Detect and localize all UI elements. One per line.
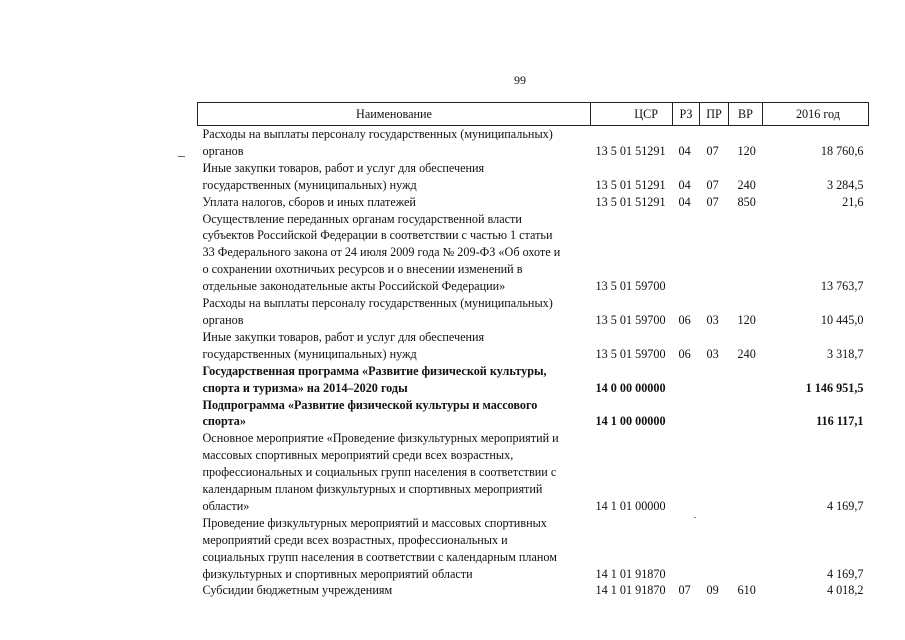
row-csr: 13 5 01 59700	[595, 279, 666, 294]
row-name-line: Основное мероприятие «Проведение физкультурных мероприятий и	[202, 431, 559, 446]
row-name	[198, 160, 591, 194]
row-rz	[673, 397, 700, 431]
row-pr: 07	[706, 194, 719, 209]
row-name	[198, 363, 591, 397]
page-number: 99	[514, 73, 526, 87]
row-vr: 610	[737, 583, 756, 598]
row-amount: 4 169,7	[826, 498, 864, 513]
row-rz	[673, 515, 700, 583]
table-row	[198, 126, 869, 160]
row-amount: 3 318,7	[826, 346, 864, 361]
table-header-row	[198, 103, 869, 126]
table-row	[198, 295, 869, 329]
row-rz: 04	[678, 194, 691, 209]
row-name-line: органов	[202, 312, 244, 327]
header-year: 2016 год	[763, 103, 869, 126]
row-name-line: отдельные законодательные акты Российской Федерации»	[202, 279, 506, 294]
row-pr	[700, 430, 729, 515]
row-name-line: области»	[202, 498, 250, 513]
row-vr	[729, 430, 763, 515]
row-vr	[729, 363, 763, 397]
table-row	[198, 160, 869, 194]
row-pr: 03	[706, 312, 719, 327]
header-vr: ВР	[729, 103, 763, 126]
row-name	[198, 329, 591, 363]
row-name-line: субъектов Российской Федерации в соответствии с частью 1 статьи	[202, 228, 553, 243]
row-name-line: мероприятий среди всех возрастных, профессиональных и	[202, 532, 508, 547]
row-rz: 04	[678, 143, 691, 158]
row-pr	[700, 397, 729, 431]
row-name-line: Государственная программа «Развитие физической культуры,	[202, 363, 547, 378]
row-name-line: органов	[202, 143, 244, 158]
row-name-line: массовых спортивных мероприятий среди всех возрастных,	[202, 448, 514, 463]
row-rz	[673, 430, 700, 515]
header-rz: РЗ	[673, 103, 700, 126]
row-vr: 120	[737, 312, 756, 327]
row-amount: 18 760,6	[820, 143, 864, 158]
row-name-line: Расходы на выплаты персоналу государственных (муниципальных)	[202, 127, 553, 141]
row-csr: 14 1 01 91870	[595, 566, 666, 581]
table-row	[198, 515, 869, 583]
row-csr: 13 5 01 59700	[595, 312, 666, 327]
table-row	[198, 329, 869, 363]
row-name-line: Субсидии бюджетным учреждениям	[202, 583, 393, 598]
header-name: Наименование	[198, 103, 591, 126]
row-name-line: государственных (муниципальных) нужд	[202, 346, 417, 361]
row-vr: 850	[737, 194, 756, 209]
row-name-line: Проведение физкультурных мероприятий и массовых спортивных	[202, 515, 547, 530]
row-rz: 04	[678, 177, 691, 192]
row-name-line: календарным планом физкультурных и спортивных мероприятий	[202, 482, 543, 497]
row-name-line: спорта»	[202, 414, 246, 429]
row-name-line: Расходы на выплаты персоналу государственных (муниципальных)	[202, 296, 553, 311]
table-row	[198, 430, 869, 515]
row-name-line: профессиональных и социальных групп населения в соответствии с	[202, 465, 557, 480]
row-csr: 14 0 00 00000	[595, 380, 666, 395]
row-name-line: Иные закупки товаров, работ и услуг для обеспечения	[202, 160, 485, 175]
row-name-line: Подпрограмма «Развитие физической культуры и массового	[202, 397, 538, 412]
table-row	[198, 397, 869, 431]
row-name-line: 33 Федерального закона от 24 июля 2009 года № 209-ФЗ «Об охоте и	[202, 245, 561, 260]
row-amount: 21,6	[842, 194, 864, 209]
row-name	[198, 211, 591, 296]
table-row	[198, 194, 869, 211]
row-name	[198, 295, 591, 329]
row-pr: 07	[706, 177, 719, 192]
row-vr: 120	[737, 143, 756, 158]
row-vr: 240	[737, 346, 756, 361]
row-name-line: государственных (муниципальных) нужд	[202, 177, 417, 192]
row-name-line: Уплата налогов, сборов и иных платежей	[202, 194, 416, 209]
row-csr: 14 1 01 00000	[595, 498, 666, 513]
row-pr: 07	[706, 143, 719, 158]
row-name	[198, 582, 591, 599]
table-row	[198, 211, 869, 296]
row-csr: 14 1 00 00000	[595, 414, 666, 429]
row-name-line: спорта и туризма» на 2014–2020 годы	[202, 380, 408, 395]
row-rz: 07	[678, 583, 691, 598]
row-vr: 240	[737, 177, 756, 192]
header-pr: ПР	[700, 103, 729, 126]
row-amount: 1 146 951,5	[805, 380, 864, 395]
margin-mark	[178, 156, 185, 157]
row-amount: 3 284,5	[826, 177, 864, 192]
row-csr: 13 5 01 51291	[595, 143, 666, 158]
row-amount: 13 763,7	[820, 279, 864, 294]
row-rz	[673, 211, 700, 296]
row-name	[198, 194, 591, 211]
row-name	[198, 515, 591, 583]
row-name	[198, 126, 591, 160]
row-amount: 4 018,2	[826, 583, 864, 598]
row-pr	[700, 515, 729, 583]
row-amount: 10 445,0	[820, 312, 864, 327]
row-vr	[729, 515, 763, 583]
row-name	[198, 430, 591, 515]
row-name-line: Иные закупки товаров, работ и услуг для обеспечения	[202, 329, 485, 344]
row-name-line: о сохранении охотничьих ресурсов и о внесении изменений в	[202, 262, 523, 277]
row-pr	[700, 211, 729, 296]
row-rz	[673, 363, 700, 397]
row-csr: 14 1 01 91870	[595, 583, 666, 598]
budget-table	[197, 102, 869, 599]
row-amount: 116 117,1	[816, 414, 864, 429]
row-csr: 13 5 01 51291	[595, 177, 666, 192]
row-name-line: физкультурных и спортивных мероприятий области	[202, 566, 473, 581]
table-body	[198, 126, 869, 600]
row-vr	[729, 397, 763, 431]
row-amount: 4 169,7	[826, 566, 864, 581]
row-pr: 09	[706, 583, 719, 598]
row-csr: 13 5 01 51291	[595, 194, 666, 209]
row-vr	[729, 211, 763, 296]
row-name	[198, 397, 591, 431]
row-name-line: социальных групп населения в соответствии с календарным планом	[202, 549, 557, 564]
header-csr: ЦСР	[591, 103, 673, 126]
table-row	[198, 582, 869, 599]
table-row	[198, 363, 869, 397]
row-csr: 13 5 01 59700	[595, 346, 666, 361]
row-rz: 06	[678, 312, 691, 327]
row-rz: 06	[678, 346, 691, 361]
row-pr: 03	[706, 346, 719, 361]
row-pr	[700, 363, 729, 397]
row-name-line: Осуществление переданных органам государственной власти	[202, 211, 522, 226]
